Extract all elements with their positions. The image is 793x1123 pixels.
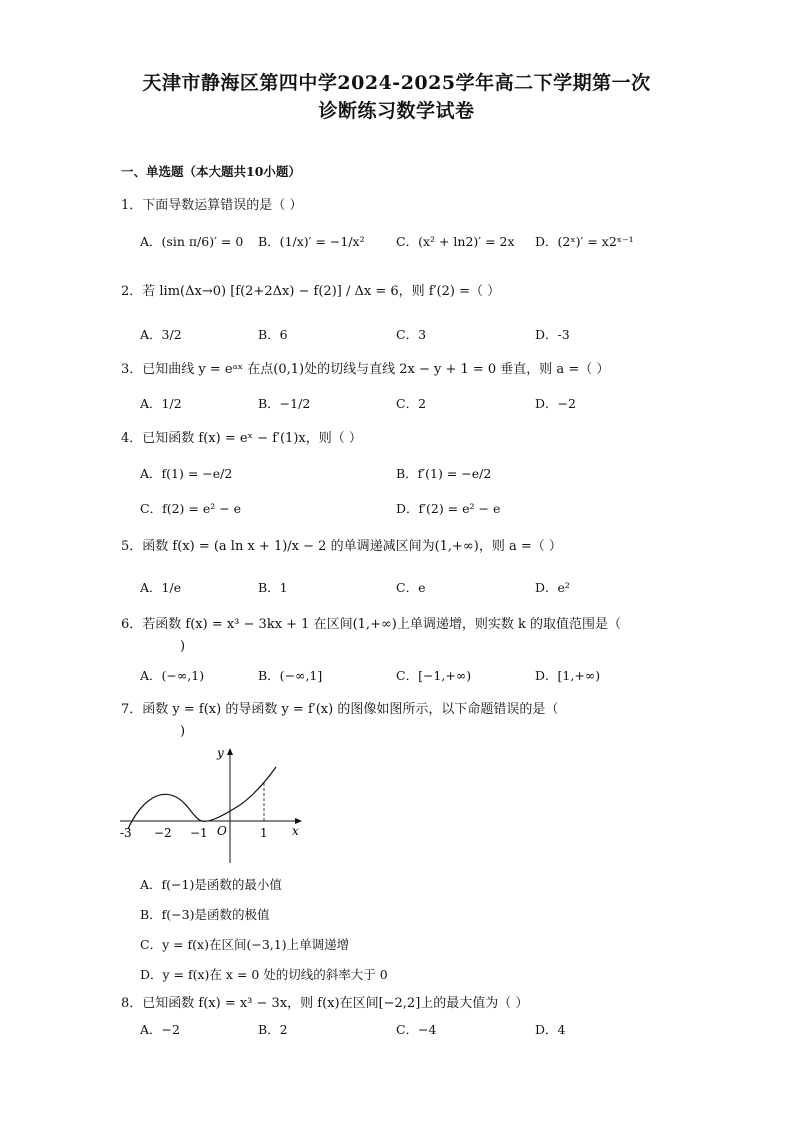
question-6-option-d: D．[1,+∞) — [535, 668, 601, 683]
question-5-option-a: A．1/e — [140, 580, 182, 595]
question-6-option-a: A．(−∞,1) — [140, 668, 205, 683]
derivative-curve — [128, 767, 276, 829]
tick-label-minus-2: −2 — [154, 826, 172, 840]
question-2-option-d: D．-3 — [535, 327, 570, 342]
question-7-stem-close: ) — [180, 724, 186, 739]
question-2-option-a: A．3/2 — [140, 327, 182, 342]
origin-label: O — [217, 824, 227, 838]
x-axis-label: x — [292, 824, 299, 838]
section-heading: 一、单选题（本大题共10小题） — [121, 164, 301, 179]
question-6-stem: 6．若函数 f(x) = x³ − 3kx + 1 在区间(1,+∞)上单调递增，则实数 k 的取值范围是（ — [121, 617, 621, 632]
question-8-stem: 8．已知函数 f(x) = x³ − 3x，则 f(x)在区间[−2,2]上的最大值为（ ） — [121, 996, 529, 1011]
y-axis-label: y — [217, 746, 224, 760]
question-4-option-a: A．f(1) = −e/2 — [140, 466, 233, 481]
question-3-option-b: B．−1/2 — [258, 396, 311, 411]
question-4-option-c: C．f(2) = e² − e — [140, 501, 242, 516]
y-axis-arrow — [227, 748, 233, 755]
question-1-option-a: A．(sin π/6)′ = 0 — [140, 234, 244, 249]
tick-label-minus-1: −1 — [190, 826, 208, 840]
question-4-option-b: B．f′(1) = −e/2 — [396, 466, 492, 481]
question-8-option-a: A．−2 — [140, 1022, 180, 1037]
question-5-option-c: C．e — [396, 580, 426, 595]
question-7-option-c: C．y = f(x)在区间(−3,1)上单调递增 — [140, 937, 350, 952]
exam-title-line2: 诊断练习数学试卷 — [318, 100, 475, 122]
tick-label-minus-3: -3 — [120, 826, 132, 840]
question-1-option-d: D．(2ˣ)′ = x2ˣ⁻¹ — [535, 234, 634, 249]
question-3-option-c: C．2 — [396, 396, 427, 411]
question-5-option-d: D．e² — [535, 580, 570, 595]
question-3-option-d: D．−2 — [535, 396, 576, 411]
question-5-stem: 5．函数 f(x) = (a ln x + 1)/x − 2 的单调递减区间为(1,+∞)，则 a =（ ） — [121, 539, 562, 554]
question-2-stem: 2．若 lim(Δx→0) [f(2+2Δx) − f(2)] / Δx = 6，则 f′(2) =（ ） — [121, 284, 501, 299]
question-1-option-b: B．(1/x)′ = −1/x² — [258, 234, 365, 249]
question-7-option-d: D．y = f(x)在 x = 0 处的切线的斜率大于 0 — [140, 967, 388, 982]
question-8-option-b: B．2 — [258, 1022, 288, 1037]
question-8-option-c: C．−4 — [396, 1022, 437, 1037]
question-3-option-a: A．1/2 — [140, 396, 182, 411]
tick-label-1: 1 — [260, 826, 268, 840]
question-6-option-c: C．[−1,+∞) — [396, 668, 472, 683]
question-7-option-a: A．f(−1)是函数的最小值 — [140, 877, 282, 892]
question-3-stem: 3．已知曲线 y = eᵃˣ 在点(0,1)处的切线与直线 2x − y + 1 = 0 垂直，则 a =（ ） — [121, 362, 610, 377]
question-1-stem: 1．下面导数运算错误的是（ ） — [121, 198, 303, 213]
derivative-graph — [116, 745, 306, 870]
question-6-stem-close: ) — [180, 639, 186, 654]
question-6-option-b: B．(−∞,1] — [258, 668, 323, 683]
question-5-option-b: B．1 — [258, 580, 288, 595]
question-2-option-b: B．6 — [258, 327, 288, 342]
question-4-option-d: D．f′(2) = e² − e — [396, 501, 501, 516]
question-7-option-b: B．f(−3)是函数的极值 — [140, 907, 270, 922]
question-2-option-c: C．3 — [396, 327, 427, 342]
exam-title-line1: 天津市静海区第四中学2024-2025学年高二下学期第一次 — [142, 72, 651, 94]
question-4-stem: 4．已知函数 f(x) = eˣ − f′(1)x，则（ ） — [121, 431, 362, 446]
question-1-option-c: C．(x² + ln2)′ = 2x — [396, 234, 515, 249]
question-7-stem: 7．函数 y = f(x) 的导函数 y = f′(x) 的图像如图所示，以下命题错误的是（ — [121, 702, 559, 717]
question-8-option-d: D．4 — [535, 1022, 566, 1037]
